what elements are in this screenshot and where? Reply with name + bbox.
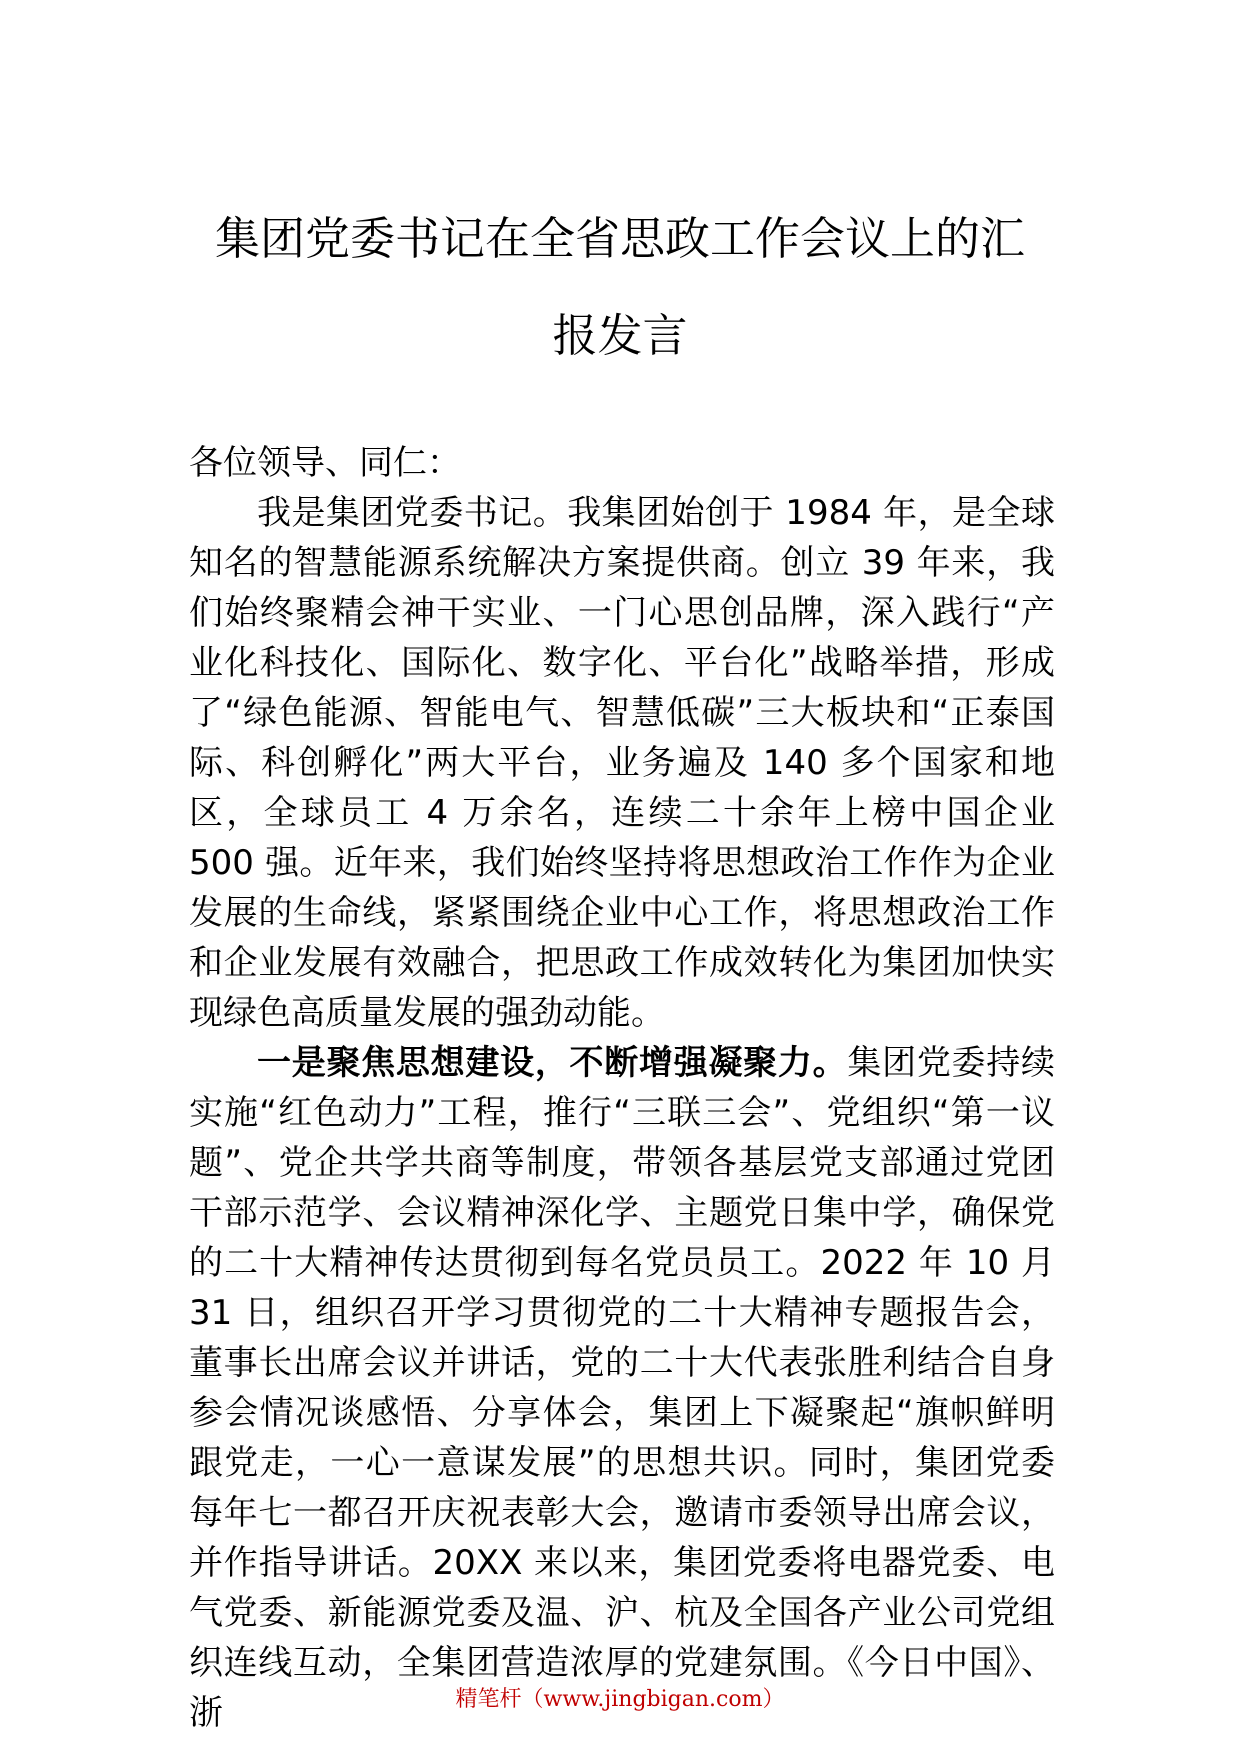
document-title <box>150 190 1090 384</box>
footer-watermark: 精笔杆（www.jingbigan.com） <box>455 1687 785 1712</box>
paragraph-lead-heading: 一是聚焦思想建设，不断增强凝聚力。 <box>257 1043 848 1083</box>
paragraph-ideological-building <box>189 1038 1055 1738</box>
paragraph-intro <box>189 488 1055 1038</box>
paragraph-text: 我是集团党委书记。我集团始创于 1984 年，是全球知名的智慧能源系统解决方案提供商。创立 39 年来，我们始终聚精会神干实业、一门心思创品牌，深入践行“产业化科技化、国际化、数字化、平台化”战略举措，形成了“绿色能源、智能电气、智慧低碳”三大板块和“正泰国际、科创孵化”两大平台，业务遍及 140 多个国家和地区，全球员工 4 万余名，连续二十余年上榜中国企业 500 强。近年来，我们始终坚持将思想政治工作作为企业发展的生命线，紧紧围绕企业中心工作，将思想政治工作和企业发展有效融合，把思政工作成效转化为集团加快实现绿色高质量发展的强劲动能。 <box>189 493 1055 1033</box>
document-body <box>189 438 1055 1738</box>
paragraph-text: 集团党委持续实施“红色动力”工程，推行“三联三会”、党组织“第一议题”、党企共学共商等制度，带领各基层党支部通过党团干部示范学、会议精神深化学、主题党日集中学，确保党的二十大精神传达贯彻到每名党员员工。2022 年 10 月 31 日，组织召开学习贯彻党的二十大精神专题报告会，董事长出席会议并讲话，党的二十大代表张胜利结合自身参会情况谈感悟、分享体会，集团上下凝聚起“旗帜鲜明跟党走，一心一意谋发展”的思想共识。同时，集团党委每年七一都召开庆祝表彰大会，邀请市委领导出席会议，并作指导讲话。20XX 来以来，集团党委将电器党委、电气党委、新能源党委及温、沪、杭及全国各产业公司党组织连线互动，全集团营造浓厚的党建氛围。《今日中国》、浙 <box>189 1043 1056 1733</box>
title-line-1: 集团党委书记在全省思政工作会议上的汇 <box>214 212 1025 265</box>
title-line-2: 报发言 <box>552 309 688 362</box>
salutation: 各位领导、同仁： <box>189 443 461 483</box>
